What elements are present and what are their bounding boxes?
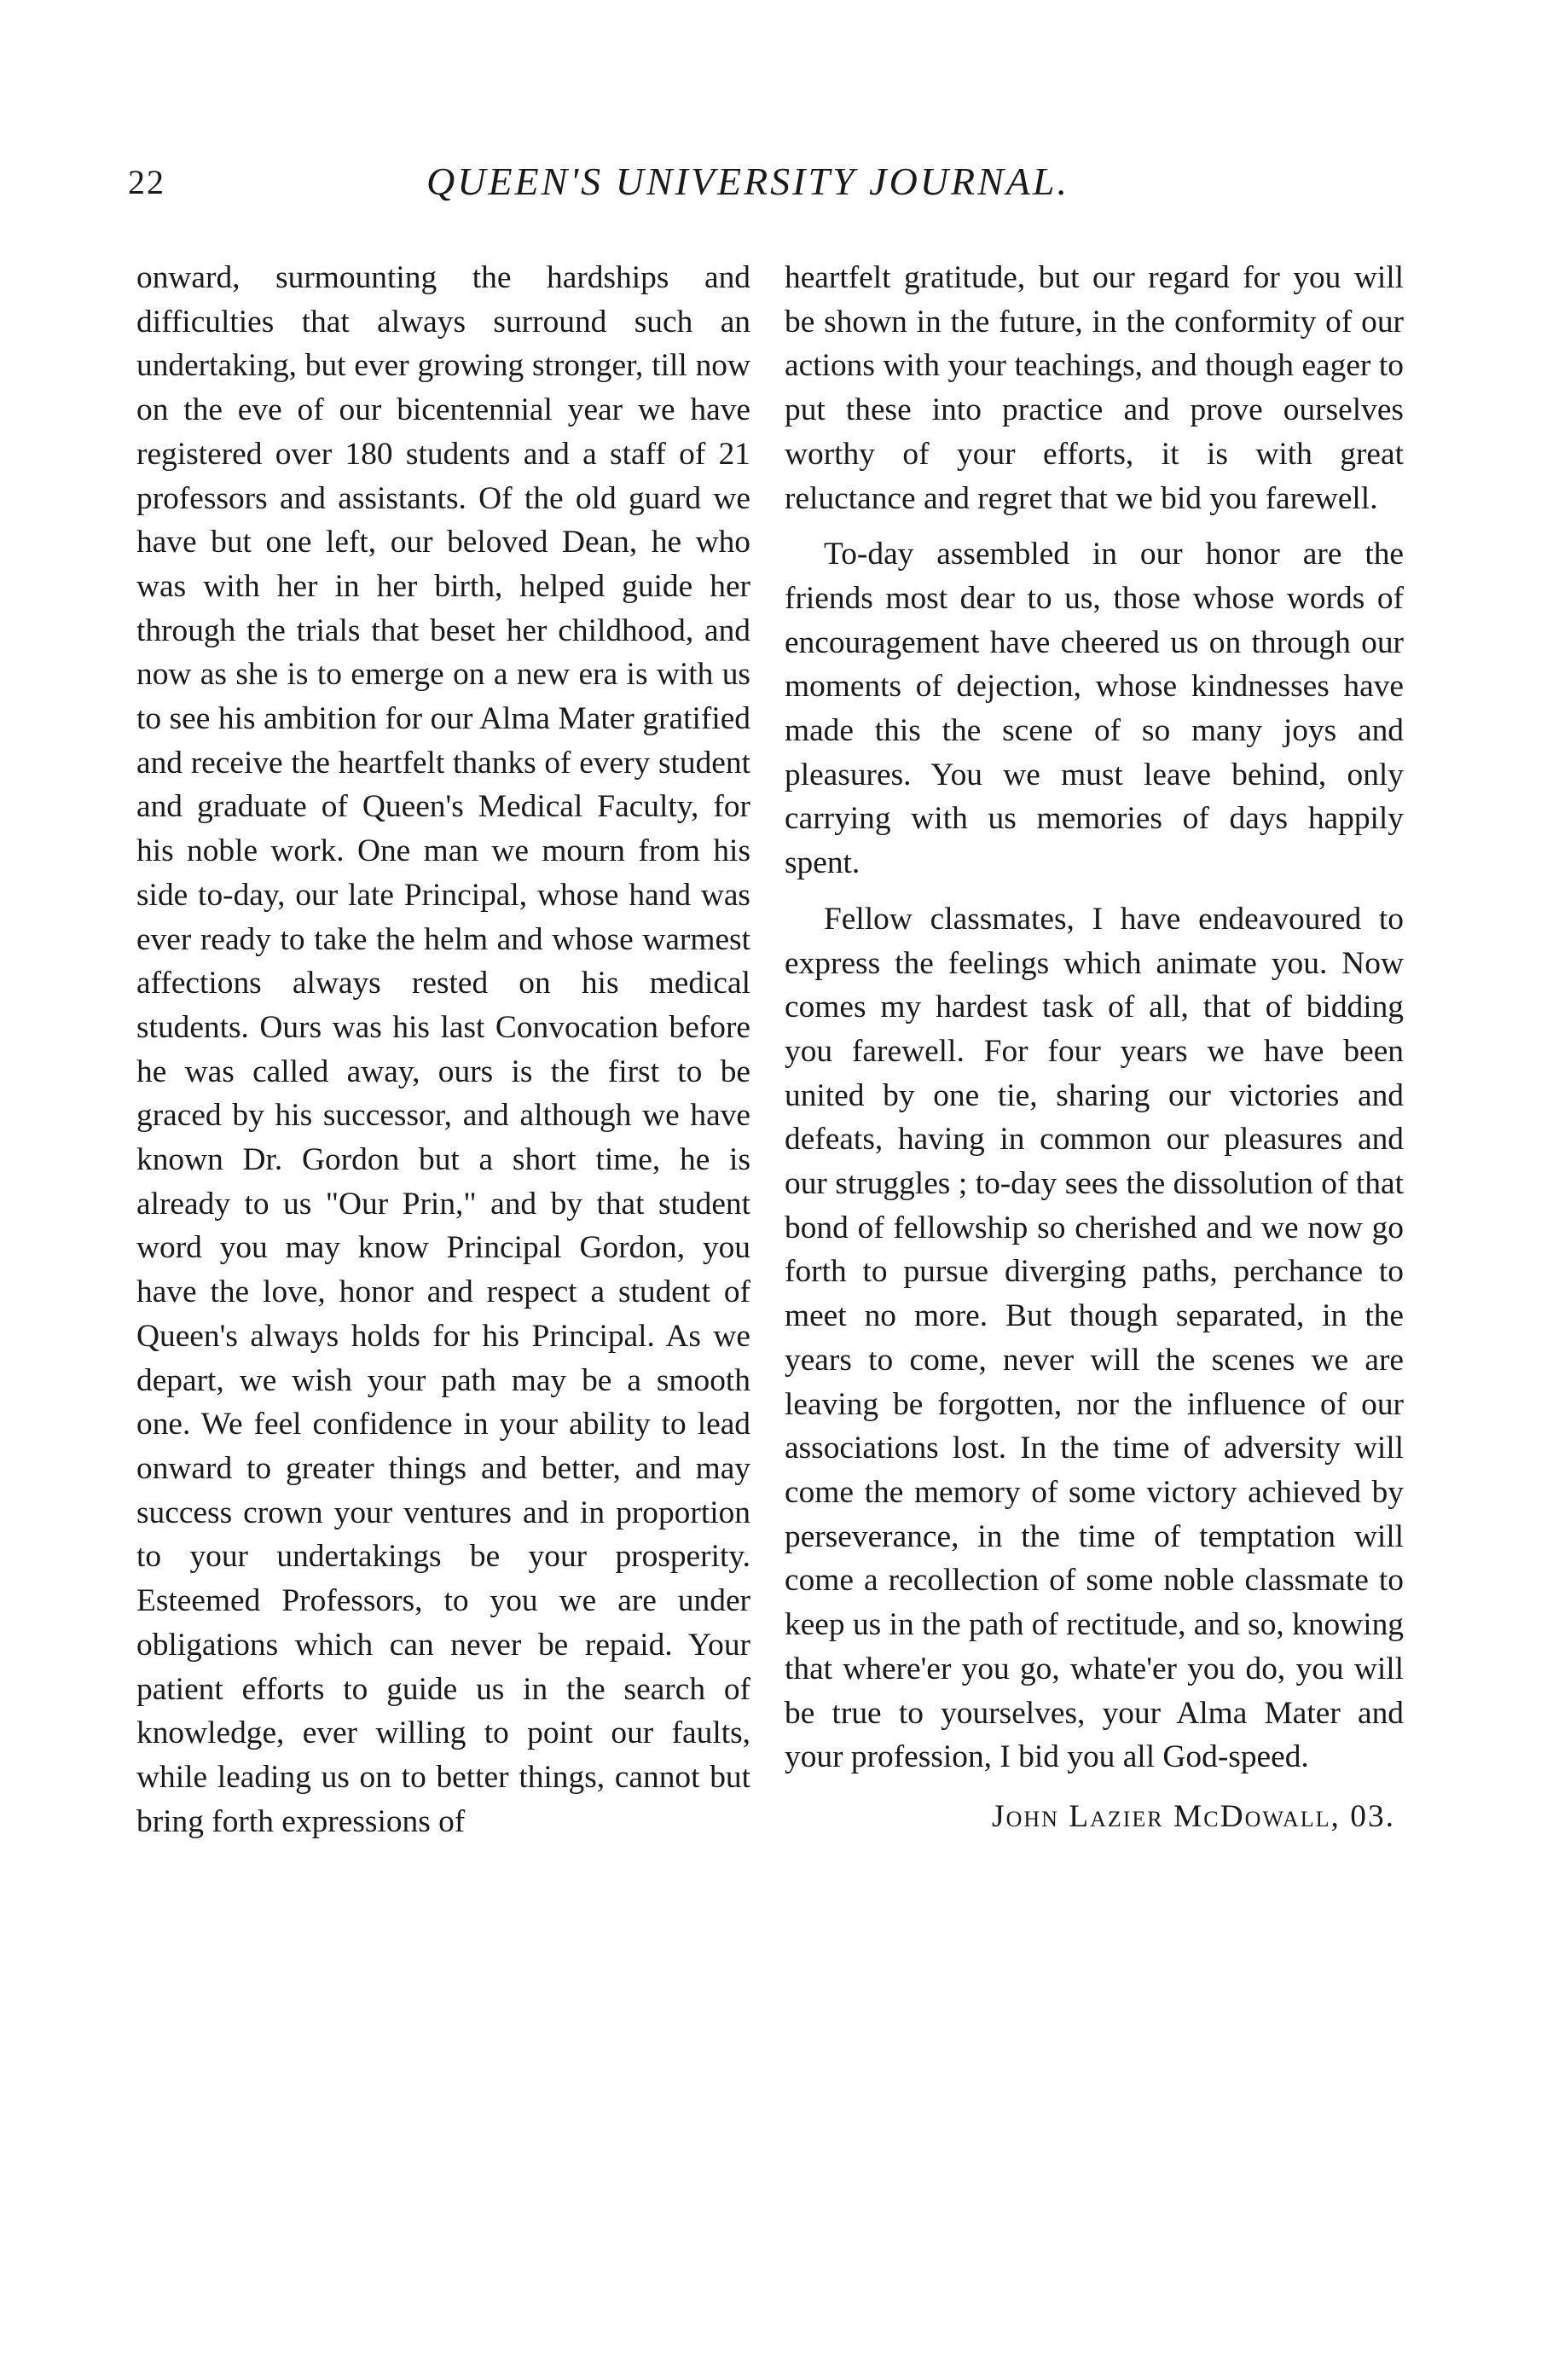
left-column <box>136 256 750 1843</box>
author-signature: John Lazier McDowall, 03. <box>992 1798 1395 1834</box>
right-column-paragraph-1: heartfelt gratitude, but our regard for you will be shown in the future, in the conformity of our actions with your teachings, and though eager to put these into practice and prove ourselves worthy of your efforts, it is with great reluctance and regret that we bid you farewell. <box>785 260 1404 516</box>
left-column-paragraph: onward, surmounting the hardships and difficulties that always surround such an undertaking, but ever growing stronger, till now on the eve of our bicentennial year we have registered over 180 students and a staff of 21 professors and assistants. Of the old guard we have but one left, our beloved Dean, he who was with her in her birth, helped guide her through the trials that beset her childhood, and now as she is to emerge on a new era is with us to see his ambition for our Alma Mater gratified and receive the heartfelt thanks of every student and graduate of Queen's Medical Faculty, for his noble work. One man we mourn from his side to-day, our late Principal, whose hand was ever ready to take the helm and whose warmest affections always rested on his medical students. Ours was his last Convocation before he was called away, ours is the first to be graced by his successor, and although we have known Dr. Gordon but a short time, he is already to us "Our Prin," and by that student word you may know Principal Gordon, you have the love, honor and respect a student of Queen's always holds for his Principal. As we depart, we wish your path may be a smooth one. We feel confidence in your ability to lead onward to greater things and better, and may success crown your ventures and in proportion to your undertakings be your prosperity. Esteemed Professors, to you we are under obligations which can never be repaid. Your patient efforts to guide us in the search of knowledge, ever willing to point our faults, while leading us on to better things, cannot but bring forth expressions of <box>136 260 750 1839</box>
right-column <box>785 256 1404 1839</box>
right-column-paragraph-3: Fellow classmates, I have endeavoured to express the feelings which animate you. Now comes my hardest task of all, that of bidding you farewell. For four years we have been united by one tie, sharing our victories and defeats, having in common our pleasures and our struggles ; to-day sees the dissolution of that bond of fellowship so cherished and we now go forth to pursue diverging paths, perchance to meet no more. But though separated, in the years to come, never will the scenes we are leaving be forgotten, nor the influence of our associations lost. In the time of adversity will come the memory of some victory achieved by perseverance, in the time of temptation will come a recollection of some noble classmate to keep us in the path of rectitude, and so, knowing that where'er you go, whate'er you do, you will be true to yourselves, your Alma Mater and your profession, I bid you all God-speed. <box>785 901 1404 1775</box>
right-column-paragraph-2: To-day assembled in our honor are the friends most dear to us, those whose words of encouragement have cheered us on through our moments of dejection, whose kindnesses have made this the scene of so many joys and pleasures. You we must leave behind, only carrying with us memories of days happily spent. <box>785 537 1404 881</box>
running-head: QUEEN'S UNIVERSITY JOURNAL. <box>426 160 1069 203</box>
page-number: 22 <box>128 163 165 201</box>
